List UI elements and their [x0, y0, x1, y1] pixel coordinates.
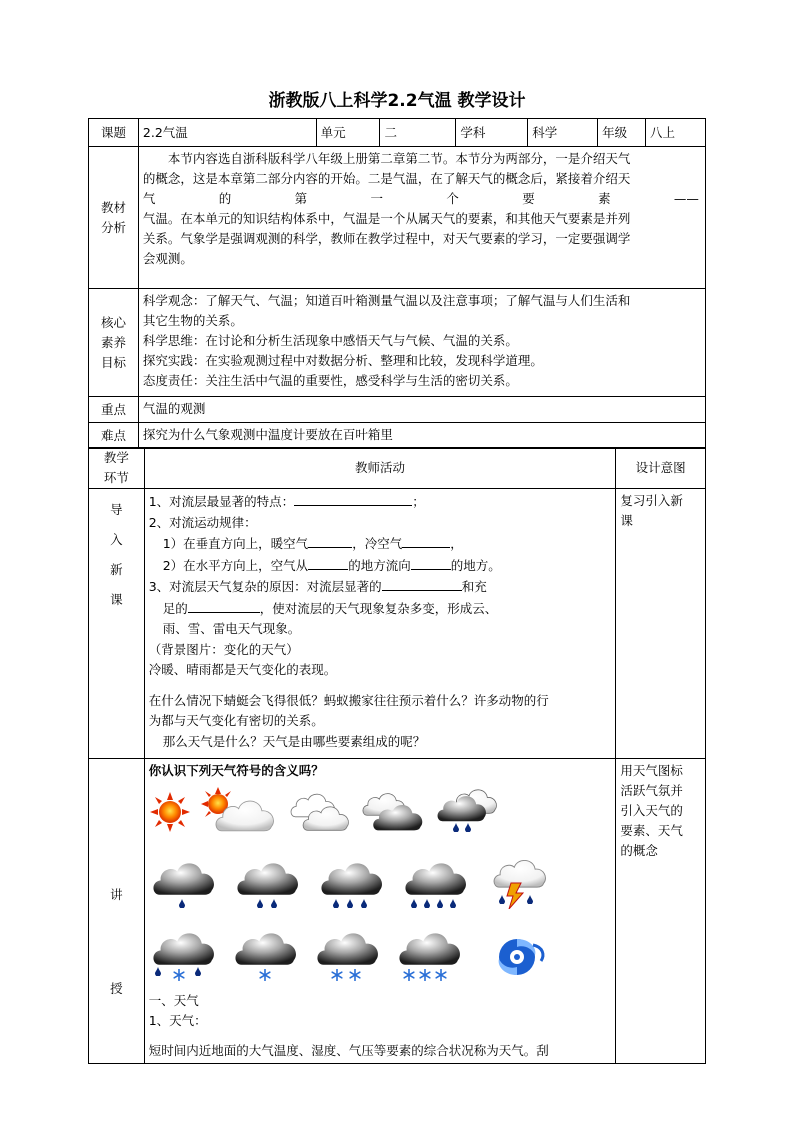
light-rain-icon [149, 857, 219, 909]
material-spread-word: 一 [370, 191, 383, 206]
key-text: 气温的观测 [138, 397, 705, 423]
process-table [88, 447, 706, 1064]
symbols-row-1 [149, 785, 612, 833]
material-spread-word: 气 [142, 191, 156, 206]
lesson-info-table [88, 118, 706, 449]
sleet-icon [149, 927, 219, 983]
intro-intent: 复习引入新 课 [616, 489, 706, 759]
danyuan-value: 二 [380, 119, 456, 147]
key-label: 重点 [89, 397, 139, 423]
lecture-intent: 用天气图标 活跃气氛并 引入天气的 要素、天气 的概念 [616, 759, 706, 1064]
page-title: 浙教版八上科学2.2气温 教学设计 [268, 91, 526, 111]
material-label: 教材 分析 [89, 147, 139, 289]
moderate-snow-icon [313, 927, 383, 983]
core-label: 核心 素养 目标 [89, 289, 139, 397]
nianji-value: 八上 [646, 119, 706, 147]
lecture-content: 你认识下列天气符号的含义吗？ 一、天气 1、天气： 短时间内近地面的大气温度、湿度、气压等要素的综合状况称为天气。刮 [144, 759, 616, 1064]
sunny-icon [149, 791, 191, 833]
cloudy-icon [289, 789, 351, 833]
material-spread-word: 个 [446, 191, 459, 206]
symbols-row-2 [149, 855, 612, 909]
process-col2-header: 教师活动 [144, 448, 616, 489]
difficulty-text: 探究为什么气象观测中温度计要放在百叶箱里 [138, 423, 705, 449]
material-spread-word: 的 [218, 191, 232, 206]
material-spread-word: 第 [294, 191, 308, 206]
intro-content: 1、对流层最显著的特点： ； 2、对流运动规律： 1）在垂直方向上，暖空气 ，冷空气 ， 2）在水平方向上，空气从 的地方流向 的地方。 3、对流层天气复杂的原因：对流层显著的 和充 足的 ，使对流层的天气现象复杂多变，形成云、 雨、雪、雷电天气现象。 （背景图片：变化的天气） 冷暖、晴雨都是天气变化的表现。 在什么情况下蜻蜓会飞得很低？蚂蚁搬家往往预示着什么？许多动物的行 为都与天气变化有密切的关系。 那么天气是什么？天气是由哪些要素组成的呢？ [144, 489, 616, 759]
moderate-rain-icon [233, 857, 303, 909]
keti-value: 2.2气温 [138, 119, 316, 147]
shower-icon [435, 785, 501, 833]
material-text: 本节内容选自浙科版科学八年级上册第二章第二节。本节分为两部分，一是介绍天气 的概念，这是本章第二部分内容的开始。二是气温，在了解天气的概念后，紧接着介绍天 气 的 第 一 个 要 素 —— 气温。在本单元的知识结构体系中，气温是一个从属天气的要素，和其他天气要素是并列 关系。气象学是强调观测的科学，教师在教学过程中，对天气要素的学习，一定要强调学 会观测。 [138, 147, 705, 289]
xueke-value: 科学 [528, 119, 598, 147]
xueke-label: 学科 [456, 119, 528, 147]
intro-label: 导 入 新 课 [89, 489, 145, 759]
thunderstorm-icon [485, 855, 551, 909]
material-spread-word: —— [673, 191, 699, 206]
difficulty-label: 难点 [89, 423, 139, 449]
rainstorm-icon [401, 857, 471, 909]
danyuan-label: 单元 [316, 119, 380, 147]
nianji-label: 年级 [598, 119, 646, 147]
sun-cloud-icon [201, 787, 279, 833]
keti-label: 课题 [89, 119, 139, 147]
material-spread-line [143, 189, 701, 209]
overcast-icon [361, 789, 425, 833]
symbols-row-3 [149, 927, 612, 983]
heavy-snow-icon [395, 927, 465, 983]
typhoon-icon [485, 931, 555, 983]
process-col3-header: 设计意图 [616, 448, 706, 489]
material-spread-word: 要 [522, 191, 535, 206]
heavy-rain-icon [317, 857, 387, 909]
lecture-label: 讲 授 [89, 759, 145, 1064]
material-spread-word: 素 [598, 191, 611, 206]
process-col1-header: 教学 环节 [89, 448, 145, 489]
core-text: 科学观念：了解天气、气温；知道百叶箱测量气温以及注意事项；了解气温与人们生活和 其它生物的关系。 科学思维：在讨论和分析生活现象中感悟天气与气候、气温的关系。 探究实践：在实验观测过程中对数据分析、整理和比较，发现科学道理。 态度责任：关注生活中气温的重要性，感受科学与生活的密切关系。 [138, 289, 705, 397]
light-snow-icon [231, 927, 301, 983]
